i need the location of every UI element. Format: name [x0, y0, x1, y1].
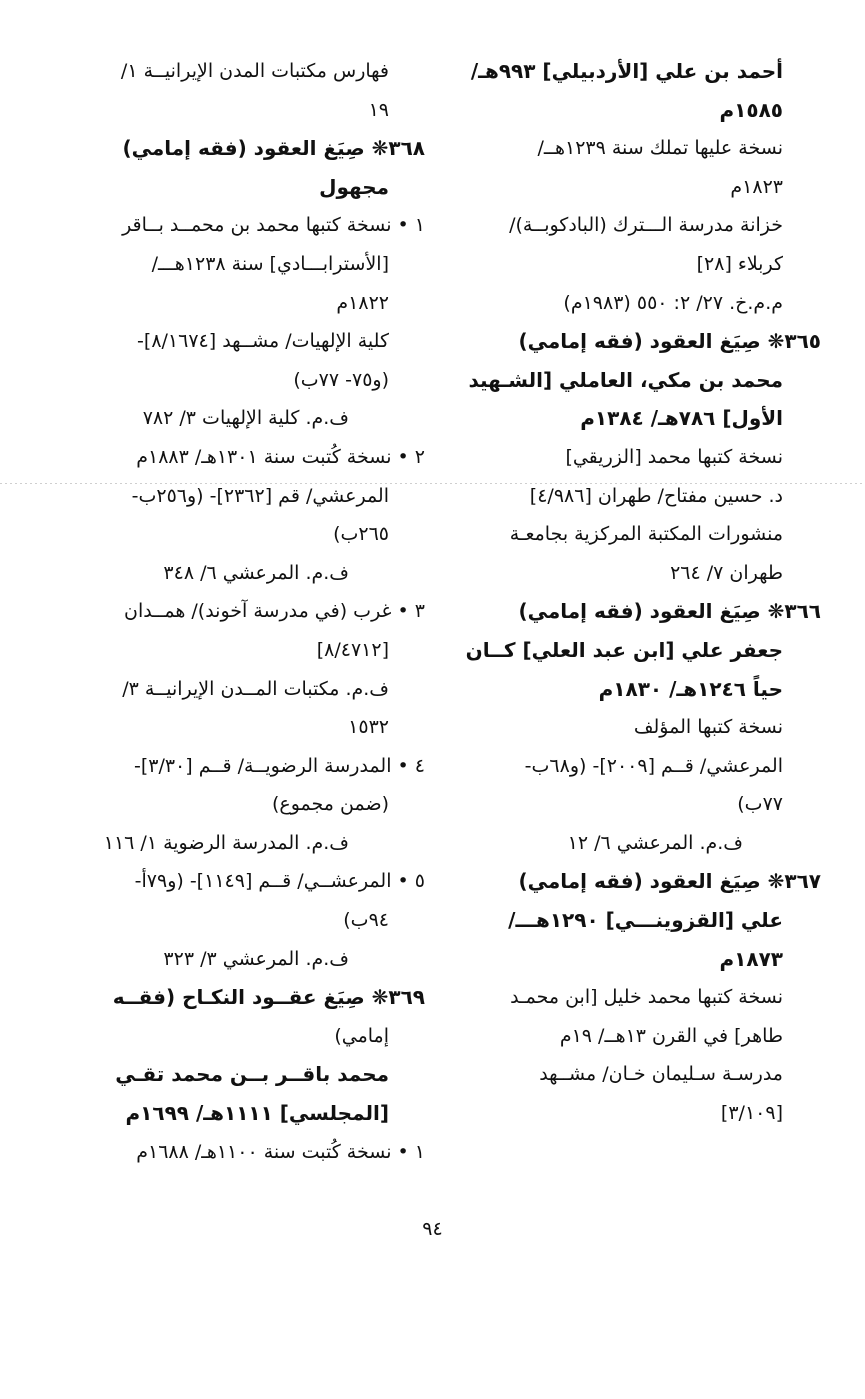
entry-heading-366: ٣٦٦❋ صِيَغ العقود (فقه إمامي) — [518, 599, 821, 624]
folio-range: ٧٧ب) — [737, 793, 783, 816]
entry-heading-367: ٣٦٧❋ صِيَغ العقود (فقه إمامي) — [518, 869, 821, 894]
folio-range: ٢٦٥ب) — [333, 523, 389, 546]
folio-range: ٩٤ب) — [343, 909, 389, 932]
shelf-mark: [٣/١٠٩] — [720, 1102, 783, 1125]
catalog-reference-cont: طهران ٧/ ٢٦٤ — [670, 561, 783, 584]
catalog-reference: ف.م. كلية الإلهيات ٣/ ٧٨٢ — [142, 407, 349, 430]
author-date-line: ١٨٧٣م — [719, 946, 783, 971]
copy-item-5: ٥ • المرعشــي/ قــم [١١٤٩]- (و٧٩أ- — [134, 870, 425, 893]
catalog-reference: فهارس مكتبات المدن الإيرانيــة ١/ — [120, 60, 389, 82]
library-location: المرعشي/ قــم [٢٠٠٩]- (و٦٨ب- — [524, 754, 783, 777]
entry-heading-cont: إمامي) — [334, 1024, 389, 1047]
author-date-line: الأول] ٧٨٦هـ/ ١٣٨٤م — [580, 406, 783, 431]
author-line: محمد بن مكي، العاملي [الشـهيد — [468, 367, 783, 392]
copy-item-cont: [الأسترابـــادي] سنة ١٢٣٨هـــ/ — [151, 252, 389, 275]
author-line: مجهول — [319, 174, 389, 199]
copy-item-4: ٤ • المدرسة الرضويــة/ قــم [٣/٣٠]- — [133, 754, 425, 777]
library-location: د. حسين مفتاح/ طهران [٤/٩٨٦] — [529, 484, 783, 507]
author-line: جعفر علي [ابن عبد العلي] كــان — [465, 637, 783, 662]
manuscript-note: نسخة كتبها محمد خليل [ابن محمـد — [510, 986, 783, 1009]
author-date-line: حياً ١٢٤٦هـ/ ١٨٣٠م — [598, 676, 783, 701]
entry-heading-365: ٣٦٥❋ صِيَغ العقود (فقه إمامي) — [518, 329, 821, 354]
copy-item-1: ١ • نسخة كُتبت سنة ١١٠٠هـ/ ١٦٨٨م — [136, 1140, 425, 1163]
manuscript-note: نسخة كتبها المؤلف — [633, 716, 783, 739]
library-location: مدرسـة سـليمان خـان/ مشــهد — [539, 1063, 783, 1086]
catalog-reference-cont: ١٥٣٢ — [348, 716, 389, 739]
library-location: كلية الإلهيات/ مشــهد [٨/١٦٧٤]- — [137, 330, 389, 353]
entry-heading-368: ٣٦٨❋ صِيَغ العقود (فقه إمامي) — [122, 136, 425, 161]
page-number: ٩٤ — [422, 1218, 443, 1240]
scan-artifact-line — [0, 483, 865, 484]
manuscript-date: طاهر] في القرن ١٣هــ/ ١٩م — [559, 1024, 783, 1047]
catalog-reference: منشورات المكتبة المركزية بجامعـة — [509, 523, 783, 546]
author-line: محمد باقــر بــن محمد تقـي — [115, 1062, 389, 1087]
catalog-reference: ف.م. المرعشي ٦/ ١٢ — [567, 831, 743, 854]
entry-heading-369: ٣٦٩❋ صِيَغ عقــود النكـاح (فقــه — [112, 985, 425, 1010]
catalog-reference: م.م.خ. ٢٧/ ٢: ٥٥٠ (١٩٨٣م) — [563, 291, 783, 314]
author-date-line: [المجلسي] ١١١١هـ/ ١٦٩٩م — [125, 1101, 389, 1126]
manuscript-note: نسخة عليها تملك سنة ١٢٣٩هــ/ — [537, 137, 783, 160]
right-column — [433, 52, 821, 1133]
manuscript-note: نسخة كتبها محمد [الزريقي] — [565, 445, 783, 468]
copy-item-3: ٣ • غرب (في مدرسة آخوند)/ همــدان — [124, 600, 425, 623]
author-date-line: ١٥٨٥م — [719, 97, 783, 122]
author-line: أحمد بن علي [الأردبيلي] ٩٩٣هـ/ — [470, 59, 783, 83]
library-location: المرعشي/ قم [٢٣٦٢]- (و٢٥٦ب- — [131, 484, 389, 507]
library-location: خزانة مدرسة الـــترك (البادكوبــة)/ — [509, 214, 783, 237]
left-column — [49, 52, 425, 1171]
folio-range: (و٧٥- ٧٧ب) — [293, 368, 389, 391]
library-location-cont: كربلاء [٢٨] — [696, 252, 783, 275]
collection-note: (ضمن مجموع) — [271, 793, 389, 816]
catalog-reference-cont: ١٩ — [368, 98, 389, 121]
author-line: علي [القزوينـــي] ١٢٩٠هـــ/ — [508, 908, 783, 933]
copy-item-date: ١٨٢٢م — [336, 291, 389, 314]
copy-item-1: ١ • نسخة كتبها محمد بن محمــد بــاقر — [122, 214, 425, 237]
catalog-reference: ف.م. مكتبات المــدن الإيرانيــة ٣/ — [122, 677, 389, 700]
catalog-reference: ف.م. المرعشي ٣/ ٣٢٣ — [163, 947, 349, 970]
manuscript-date: ١٨٢٣م — [730, 175, 783, 198]
shelf-mark: [٨/٤٧١٢] — [316, 638, 389, 661]
catalog-reference: ف.م. المرعشي ٦/ ٣٤٨ — [163, 561, 349, 584]
copy-item-2: ٢ • نسخة كُتبت سنة ١٣٠١هـ/ ١٨٨٣م — [136, 445, 425, 468]
catalog-reference: ف.م. المدرسة الرضوية ١/ ١١٦ — [103, 831, 349, 854]
